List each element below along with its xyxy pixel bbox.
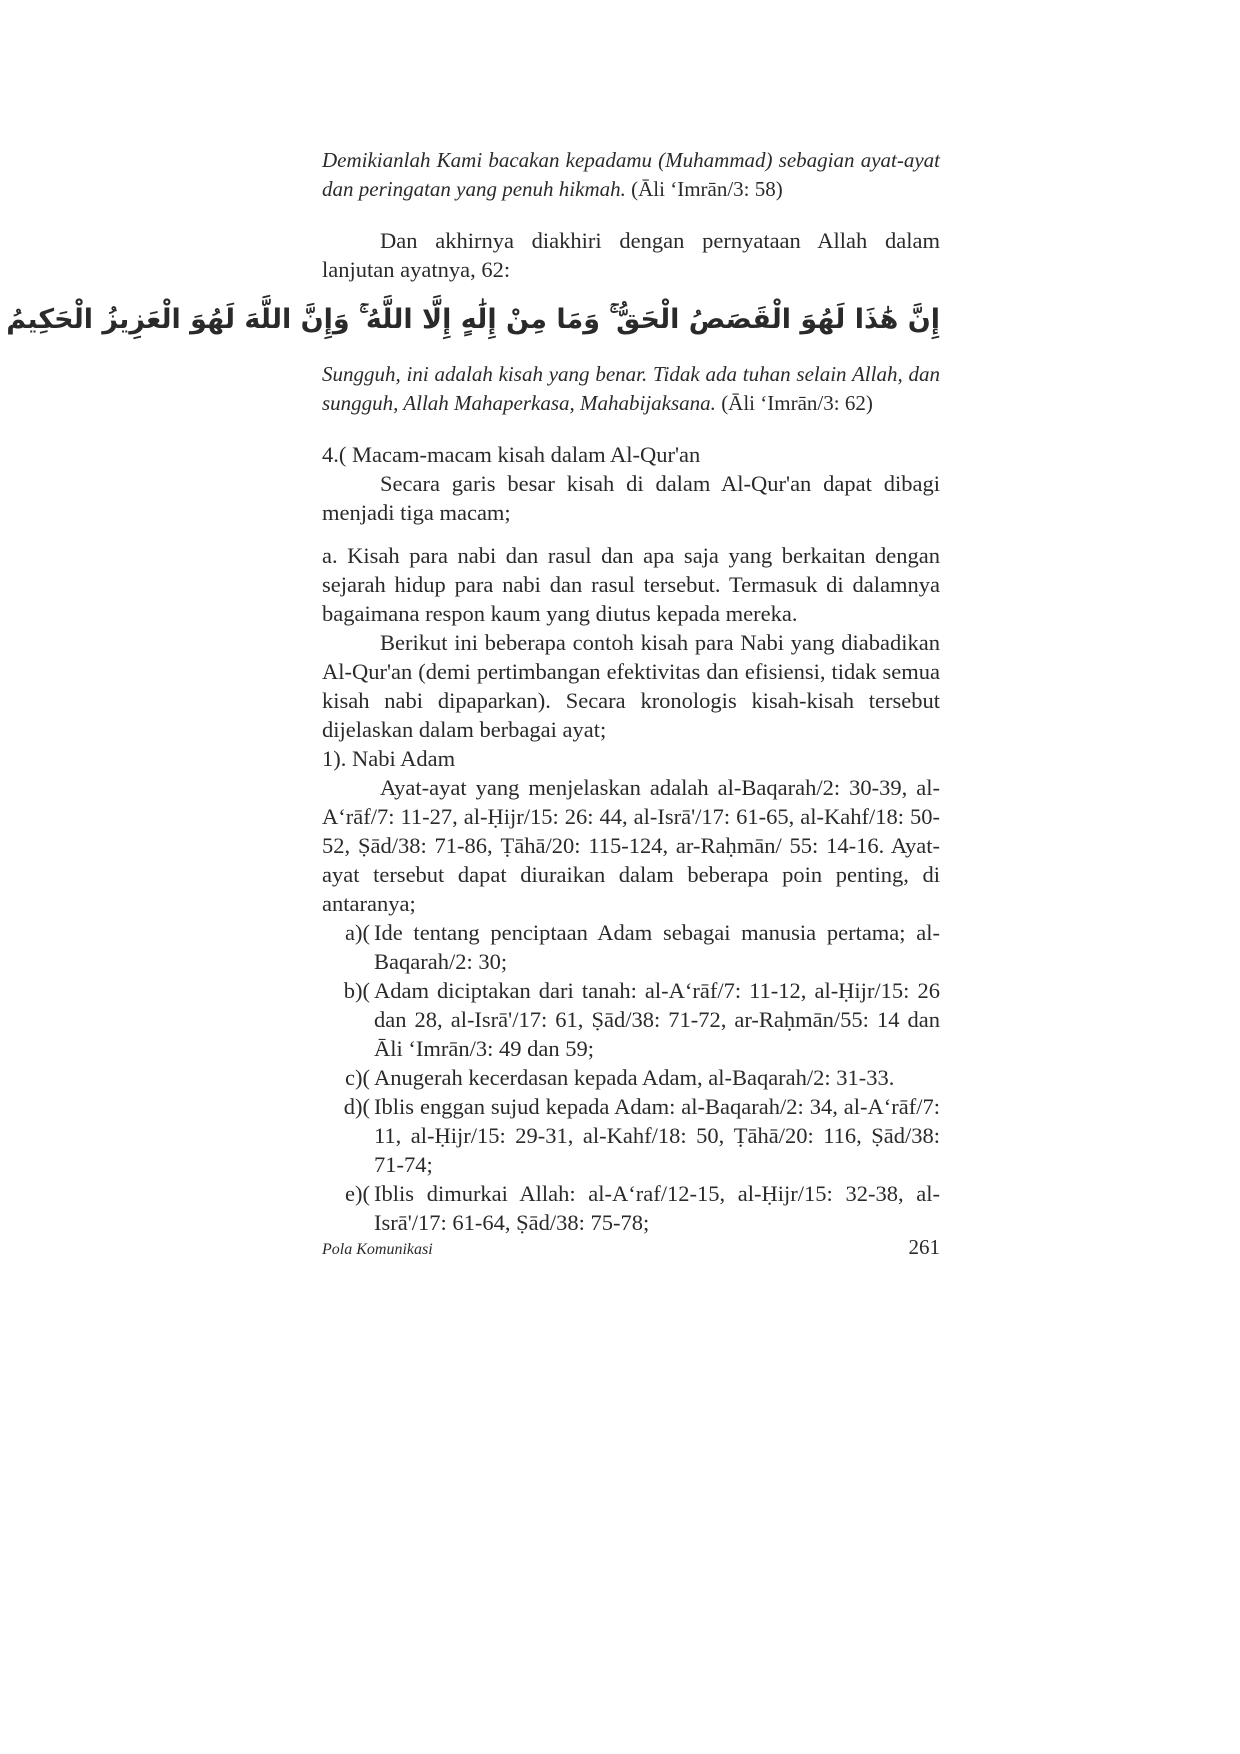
adam-verses-paragraph: Ayat-ayat yang menjelaskan adalah al-Baqarah/2: 30-39, al-A‘rāf/7: 11-27, al-Ḥijr/15: 26: 44, al-Isrā'/17: 61-65, al-Kahf/18: 50-52, Ṣād/38: 71-86, Ṭāhā/20: 115-124, ar-Raḥmān/ 55: 14-16. Ayat-ayat tersebut dapat diuraikan dalam beberapa poin penting, di antaranya; xyxy=(322,775,940,916)
list-item xyxy=(319,1063,940,1092)
list-item-label: b)( xyxy=(343,978,370,1003)
quote-translation-62 xyxy=(322,360,940,418)
list-item xyxy=(319,1092,940,1179)
list-item-label: d)( xyxy=(343,1094,370,1119)
quote-text: Sungguh, ini adalah kisah yang benar. Tidak ada tuhan selain Allah, dan sungguh, Allah Mahaperkasa, Mahabijaksana. xyxy=(322,362,940,415)
list-item xyxy=(319,976,940,1063)
adam-points-list xyxy=(319,918,940,1237)
quote-reference: (Āli ‘Imrān/3: 58) xyxy=(631,177,783,201)
page-body xyxy=(6,146,940,1237)
list-item xyxy=(319,918,940,976)
list-item-label: c)( xyxy=(345,1065,370,1090)
page-footer xyxy=(322,1235,940,1260)
list-item-label: a)( xyxy=(345,920,370,945)
list-item-text: Anugerah kecerdasan kepada Adam, al-Baqarah/2: 31-33. xyxy=(374,1065,895,1090)
list-item-text: Iblis dimurkai Allah: al-A‘raf/12-15, al-Ḥijr/15: 32-38, al-Isrā'/17: 61-64, Ṣād/38: 75-78; xyxy=(374,1181,940,1235)
list-item-text: Adam diciptakan dari tanah: al-A‘rāf/7: 11-12, al-Ḥijr/15: 26 dan 28, al-Isrā'/17: 61, Ṣād/38: 71-72, ar-Raḥmān/55: 14 dan Āli ‘Imrān/3: 49 dan 59; xyxy=(374,978,940,1061)
list-item-text: Ide tentang penciptaan Adam sebagai manusia pertama; al-Baqarah/2: 30; xyxy=(374,920,940,974)
point-a-paragraph: a. Kisah para nabi dan rasul dan apa saja yang berkaitan dengan sejarah hidup para nabi dan rasul tersebut. Termasuk di dalamnya bagaimana respon kaum yang diutus kepada mereka. xyxy=(322,543,940,626)
section-intro-paragraph: Secara garis besar kisah di dalam Al-Qur'an dapat dibagi menjadi tiga macam; xyxy=(322,471,940,525)
quote-reference: (Āli ‘Imrān/3: 62) xyxy=(721,391,873,415)
quote-text: Demikianlah Kami bacakan kepadamu (Muhammad) sebagian ayat-ayat dan peringatan yang penuh hikmah. xyxy=(322,148,940,201)
page-number: 261 xyxy=(908,1235,940,1259)
section-heading: 4.( Macam-macam kisah dalam Al-Qur'an xyxy=(322,442,701,467)
arabic-verse: إِنَّ هَٰذَا لَهُوَ الْقَصَصُ الْحَقُّ ۚ وَمَا مِنْ إِلَٰهٍ إِلَّا اللَّهُ ۚ وَإِنَّ اللَّهَ لَهُوَ الْعَزِيزُ الْحَكِيمُ xyxy=(6,304,940,335)
list-item-label: e)( xyxy=(345,1181,370,1206)
quote-translation-58 xyxy=(322,146,940,204)
list-item-text: Iblis enggan sujud kepada Adam: al-Baqarah/2: 34, al-A‘rāf/7: 11, al-Ḥijr/15: 29-31, al-Kahf/18: 50, Ṭāhā/20: 116, Ṣād/38: 71-74; xyxy=(374,1094,940,1177)
running-title: Pola Komunikasi xyxy=(322,1241,433,1258)
sub-heading-nabi-adam: 1). Nabi Adam xyxy=(322,746,456,771)
list-item xyxy=(319,1179,940,1237)
examples-paragraph: Berikut ini beberapa contoh kisah para Nabi yang diabadikan Al-Qur'an (demi pertimbangan efektivitas dan efisiensi, tidak semua kisah nabi dipaparkan). Secara kronologis kisah-kisah tersebut dijelaskan dalam berbagai ayat; xyxy=(322,630,940,742)
transition-paragraph: Dan akhirnya diakhiri dengan pernyataan Allah dalam lanjutan ayatnya, 62: xyxy=(322,228,940,282)
